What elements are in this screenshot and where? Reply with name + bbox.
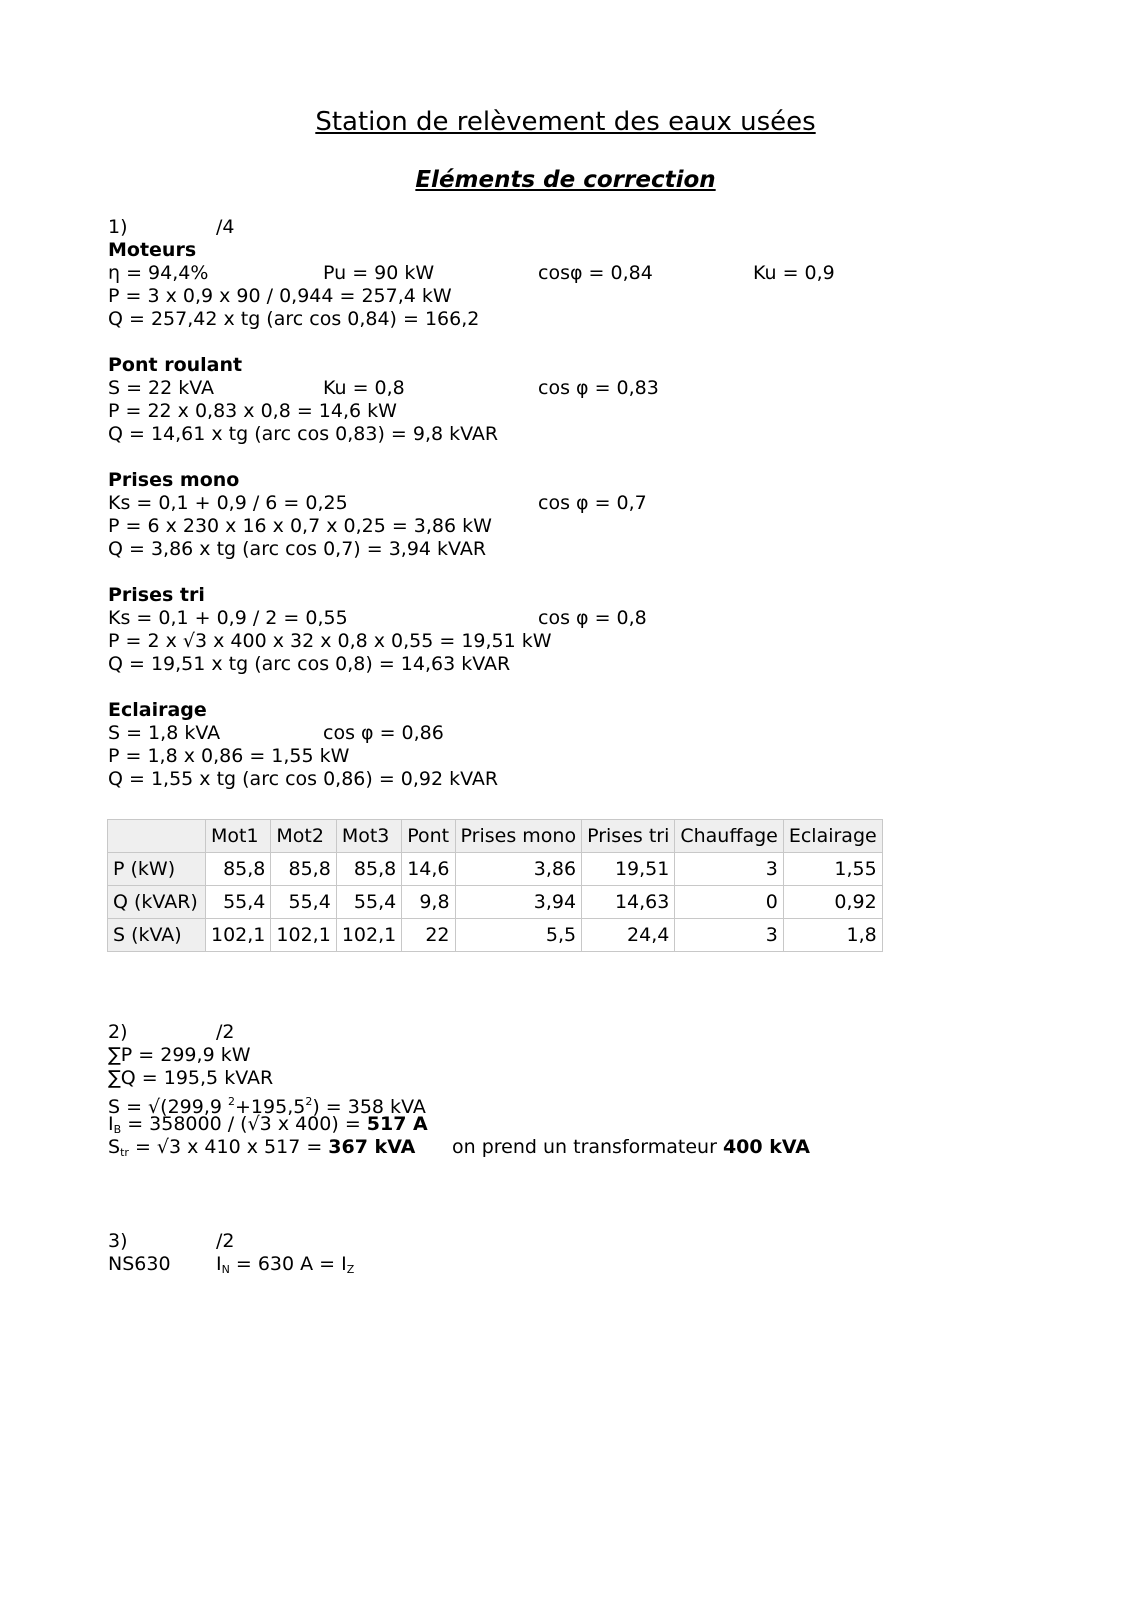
- moteurs-eta: η = 94,4%: [108, 262, 209, 284]
- table-header-cell: Mot1: [206, 820, 271, 853]
- table-row-label: P (kW): [108, 853, 206, 886]
- table-cell: 55,4: [206, 886, 271, 919]
- eclairage-p: P = 1,8 x 0,86 = 1,55 kW: [108, 745, 350, 767]
- table-cell: 55,4: [336, 886, 401, 919]
- table-cell: 14,6: [402, 853, 455, 886]
- tri-cos: cos φ = 0,8: [538, 607, 647, 629]
- pont-p: P = 22 x 0,83 x 0,8 = 14,6 kW: [108, 400, 397, 422]
- table-cell: 5,5: [455, 919, 582, 952]
- table-cell: 24,4: [582, 919, 675, 952]
- pont-cos: cos φ = 0,83: [538, 377, 659, 399]
- formula-part: = 630 A = I: [229, 1253, 347, 1275]
- page-title: Station de relèvement des eaux usées: [315, 107, 816, 137]
- subscript: tr: [120, 1146, 129, 1159]
- table-cell: 1,8: [783, 919, 882, 952]
- moteurs-q: Q = 257,42 x tg (arc cos 0,84) = 166,2: [108, 308, 480, 330]
- table-cell: 9,8: [402, 886, 455, 919]
- section-heading-moteurs: Moteurs: [108, 239, 197, 261]
- mono-q: Q = 3,86 x tg (arc cos 0,7) = 3,94 kVAR: [108, 538, 487, 560]
- mono-ks: Ks = 0,1 + 0,9 / 6 = 0,25: [108, 492, 348, 514]
- subscript: Z: [346, 1263, 355, 1276]
- table-cell: 0: [675, 886, 783, 919]
- table-cell: 85,8: [271, 853, 336, 886]
- table-cell: 55,4: [271, 886, 336, 919]
- table-header-cell: Mot2: [271, 820, 336, 853]
- table-row-label: S (kVA): [108, 919, 206, 952]
- question-points: /2: [216, 1021, 235, 1043]
- result-value: 367 kVA: [328, 1136, 416, 1158]
- table-header-cell: Pont: [402, 820, 455, 853]
- transformer-formula: [108, 1136, 810, 1159]
- moteurs-params: [108, 262, 835, 285]
- table-cell: 0,92: [783, 886, 882, 919]
- moteurs-pu: Pu = 90 kW: [323, 262, 435, 284]
- question-1: [108, 216, 835, 791]
- table-cell: 22: [402, 919, 455, 952]
- page-subtitle: Eléments de correction: [415, 167, 716, 193]
- table-row: [108, 853, 883, 886]
- subscript: B: [113, 1123, 122, 1136]
- sum-p: ∑P = 299,9 kW: [108, 1044, 251, 1066]
- mono-params: [108, 492, 647, 515]
- table-cell: 3,94: [455, 886, 582, 919]
- section-heading-mono: Prises mono: [108, 469, 240, 491]
- question-number: 2): [108, 1021, 128, 1043]
- exponent: 2: [305, 1095, 313, 1108]
- eclairage-params: [108, 722, 552, 745]
- table-header-cell: Chauffage: [675, 820, 783, 853]
- question-points: /2: [216, 1230, 235, 1252]
- subscript: N: [221, 1263, 230, 1276]
- question-1-header: [108, 216, 552, 239]
- sum-q: ∑Q = 195,5 kVAR: [108, 1067, 274, 1089]
- question-points: /4: [216, 216, 235, 238]
- symbol: I: [216, 1253, 222, 1275]
- table-row: [108, 886, 883, 919]
- breaker-reference: NS630: [108, 1253, 171, 1275]
- table-header-cell: Prises tri: [582, 820, 675, 853]
- table-header-row: [108, 820, 883, 853]
- section-heading-pont: Pont roulant: [108, 354, 243, 376]
- table-header-cell: Eclairage: [783, 820, 882, 853]
- transformer-choice: [452, 1136, 810, 1159]
- eclairage-q: Q = 1,55 x tg (arc cos 0,86) = 0,92 kVAR: [108, 768, 499, 790]
- table-header-cell: [108, 820, 206, 853]
- nominal-current-formula: [216, 1253, 354, 1281]
- table-header-cell: Prises mono: [455, 820, 582, 853]
- moteurs-p: P = 3 x 0,9 x 90 / 0,944 = 257,4 kW: [108, 285, 452, 307]
- eclairage-s: S = 1,8 kVA: [108, 722, 221, 744]
- symbol: S: [108, 1136, 121, 1158]
- table-cell: 19,51: [582, 853, 675, 886]
- current-ib-formula: [108, 1113, 428, 1136]
- tri-q: Q = 19,51 x tg (arc cos 0,8) = 14,63 kVAR: [108, 653, 511, 675]
- question-2: [108, 1021, 810, 1159]
- table-cell: 85,8: [336, 853, 401, 886]
- formula-part: ) = 358 kVA: [312, 1096, 426, 1118]
- tri-p: P = 2 x √3 x 400 x 32 x 0,8 x 0,55 = 19,51 kW: [108, 630, 552, 652]
- power-summary-table: [107, 819, 883, 952]
- table-row-label: Q (kVAR): [108, 886, 206, 919]
- exponent: 2: [228, 1095, 236, 1108]
- table-cell: 85,8: [206, 853, 271, 886]
- pont-params: [108, 377, 659, 400]
- apparent-power-formula: [108, 1090, 428, 1118]
- formula-part: = 358000 / (√3 x 400) =: [121, 1113, 367, 1135]
- section-heading-eclairage: Eclairage: [108, 699, 207, 721]
- table-cell: 102,1: [271, 919, 336, 952]
- tri-params: [108, 607, 647, 630]
- choice-text: on prend un transformateur: [452, 1136, 723, 1158]
- result-value: 517 A: [366, 1113, 428, 1135]
- mono-cos: cos φ = 0,7: [538, 492, 647, 514]
- table-cell: 3,86: [455, 853, 582, 886]
- table-header-cell: Mot3: [336, 820, 401, 853]
- table-cell: 14,63: [582, 886, 675, 919]
- moteurs-ku: Ku = 0,9: [753, 262, 835, 284]
- question-number: 1): [108, 216, 128, 238]
- pont-q: Q = 14,61 x tg (arc cos 0,83) = 9,8 kVAR: [108, 423, 499, 445]
- table-cell: 102,1: [336, 919, 401, 952]
- question-number: 3): [108, 1230, 128, 1252]
- mono-p: P = 6 x 230 x 16 x 0,7 x 0,25 = 3,86 kW: [108, 515, 492, 537]
- tri-ks: Ks = 0,1 + 0,9 / 2 = 0,55: [108, 607, 348, 629]
- section-heading-tri: Prises tri: [108, 584, 205, 606]
- eclairage-cos: cos φ = 0,86: [323, 722, 444, 744]
- pont-ku: Ku = 0,8: [323, 377, 405, 399]
- table-cell: 102,1: [206, 919, 271, 952]
- table-cell: 1,55: [783, 853, 882, 886]
- moteurs-cos: cosφ = 0,84: [538, 262, 653, 284]
- formula-part: S = √(299,9: [108, 1096, 229, 1118]
- pont-s: S = 22 kVA: [108, 377, 215, 399]
- symbol: I: [108, 1113, 114, 1135]
- formula-part: = √3 x 410 x 517 =: [128, 1136, 329, 1158]
- question-2-header: [108, 1021, 428, 1044]
- table-cell: 3: [675, 853, 783, 886]
- table-row: [108, 919, 883, 952]
- formula-part: +195,5: [235, 1096, 306, 1118]
- choice-value: 400 kVA: [722, 1136, 810, 1158]
- table-cell: 3: [675, 919, 783, 952]
